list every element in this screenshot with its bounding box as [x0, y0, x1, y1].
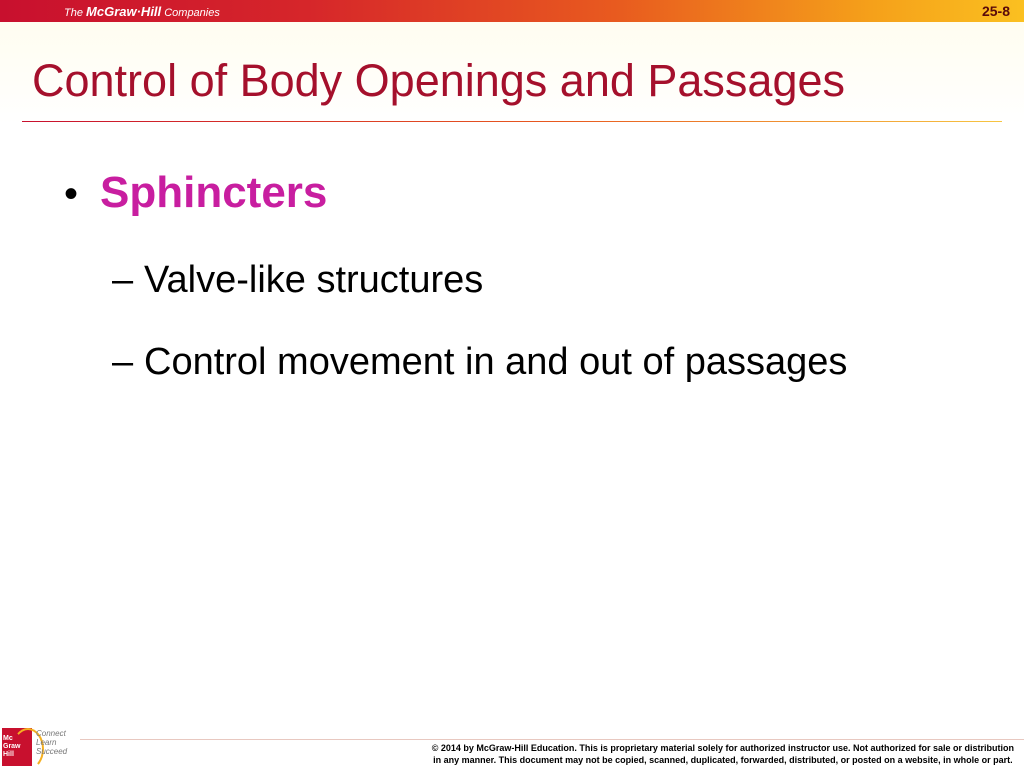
tagline	[36, 729, 67, 756]
logo-text-line: Hill	[3, 751, 14, 758]
copyright-notice	[432, 742, 1014, 766]
brand-prefix: The	[64, 7, 83, 19]
sub-bullet-text: Valve-like structures	[144, 259, 484, 301]
tagline-line: Succeed	[36, 747, 68, 756]
copyright-line: © 2014 by McGraw-Hill Education. This is proprietary material solely for authorized instructor use. Not authorized for sale or distribution	[431, 743, 1014, 753]
slide-title: Control of Body Openings and Passages	[32, 55, 846, 106]
brand-name: McGraw·Hill	[86, 4, 162, 19]
tagline-line: Learn	[36, 738, 57, 747]
sub-bullet-item	[112, 258, 864, 302]
sub-bullet-marker: –	[112, 259, 134, 301]
bullet-marker: •	[64, 172, 79, 216]
tagline-line: Connect	[36, 729, 66, 738]
logo-text-line: Mc	[3, 735, 13, 742]
logo-text	[3, 735, 21, 759]
sub-bullet-marker: –	[112, 341, 134, 383]
logo-text-line: Graw	[3, 743, 21, 750]
header-bar	[0, 0, 1024, 22]
sub-bullet-item	[112, 340, 864, 384]
slide-number: 25-8	[981, 3, 1010, 19]
footer-divider	[80, 739, 1024, 740]
bullet-heading: Sphincters	[100, 168, 328, 217]
brand-suffix: Companies	[164, 7, 220, 19]
title-divider	[22, 121, 1002, 122]
copyright-line: in any manner. This document may not be copied, scanned, duplicated, forwarded, distributed, or posted on a website, in whole or part.	[433, 755, 1013, 765]
brand-logo	[64, 4, 220, 19]
bullet-item	[64, 168, 327, 218]
sub-bullet-text: Control movement in and out of passages	[144, 341, 848, 383]
